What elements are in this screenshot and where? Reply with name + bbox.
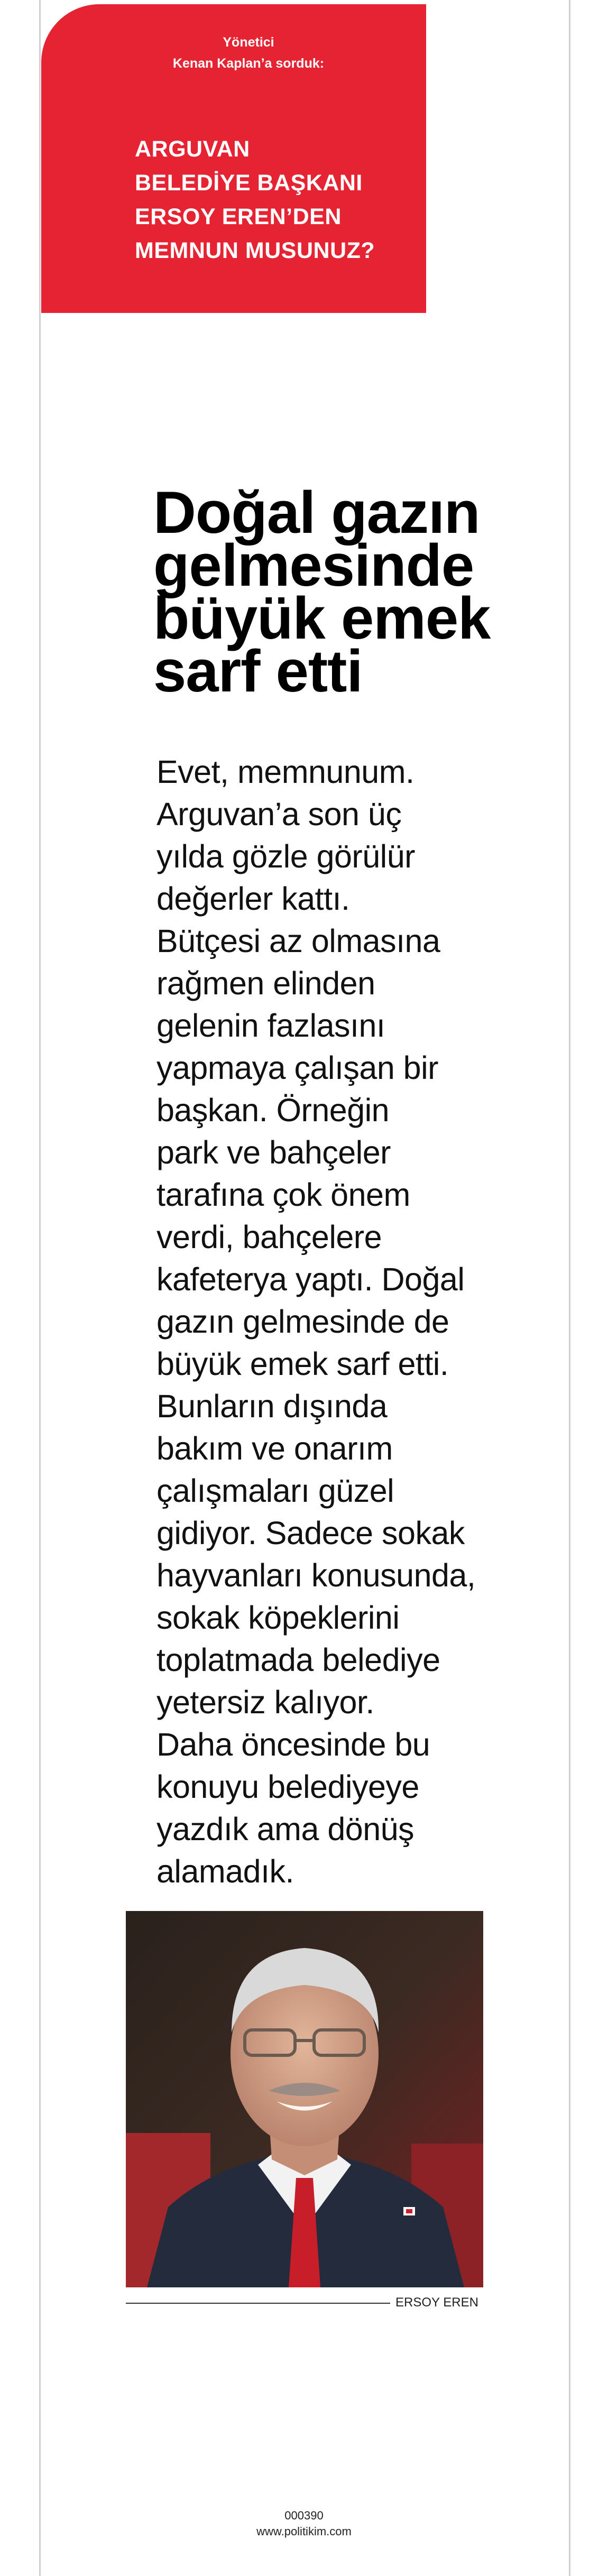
- question-line: ERSOY EREN’DEN: [135, 204, 342, 229]
- answer-line: park ve bahçeler: [156, 1134, 391, 1170]
- answer-line: yapmaya çalışan bir: [156, 1050, 438, 1086]
- headline-line: gelmesinde: [153, 532, 474, 598]
- answer-line: gidiyor. Sadece sokak: [156, 1515, 465, 1551]
- answer-text: [156, 751, 537, 1892]
- page-border-left: [39, 0, 41, 2576]
- answer-line: hayvanları konusunda,: [156, 1557, 476, 1593]
- answer-line: yazdık ama dönüş: [156, 1811, 414, 1847]
- question-title: [135, 132, 420, 267]
- answer-line: verdi, bahçelere: [156, 1219, 382, 1255]
- answer-line: büyük emek sarf etti.: [156, 1346, 449, 1382]
- photo-caption: ERSOY EREN: [395, 2295, 478, 2310]
- page-number: 000390: [284, 2509, 324, 2522]
- intro-line: Kenan Kaplan’a sorduk:: [172, 56, 325, 71]
- answer-line: bakım ve onarım: [156, 1430, 393, 1466]
- answer-line: Arguvan’a son üç: [156, 796, 402, 832]
- question-line: ARGUVAN: [135, 136, 250, 162]
- answer-line: Evet, memnunum.: [156, 754, 414, 790]
- headline-line: Doğal gazın: [153, 479, 480, 546]
- question-line: BELEDİYE BAŞKANI: [135, 170, 363, 196]
- answer-line: kafeterya yaptı. Doğal: [156, 1261, 465, 1297]
- website-link[interactable]: www.politikim.com: [256, 2525, 352, 2538]
- answer-line: Bütçesi az olmasına: [156, 923, 440, 959]
- headline-line: büyük emek: [153, 585, 491, 651]
- intro-line: Yönetici: [223, 35, 274, 50]
- portrait-photo: [126, 1911, 483, 2287]
- caption-rule: [126, 2303, 390, 2304]
- question-line: MEMNUN MUSUNUZ?: [135, 238, 375, 263]
- page-border-right: [569, 0, 570, 2576]
- answer-line: çalışmaları güzel: [156, 1473, 394, 1509]
- answer-line: yılda gözle görülür: [156, 838, 415, 874]
- answer-line: rağmen elinden: [156, 965, 375, 1001]
- answer-line: tarafına çok önem: [156, 1177, 410, 1213]
- answer-line: yetersiz kalıyor.: [156, 1684, 374, 1720]
- headline: [153, 479, 534, 704]
- answer-line: Daha öncesinde bu: [156, 1726, 430, 1762]
- intro-text: [148, 32, 349, 74]
- portrait-illustration: [126, 1911, 483, 2287]
- headline-line: sarf etti: [153, 638, 363, 704]
- answer-line: başkan. Örneğin: [156, 1092, 390, 1128]
- answer-line: gelenin fazlasını: [156, 1008, 385, 1044]
- answer-line: toplatmada belediye: [156, 1642, 440, 1678]
- answer-line: gazın gelmesinde de: [156, 1304, 449, 1340]
- answer-line: sokak köpeklerini: [156, 1600, 400, 1636]
- page-footer: [198, 2508, 410, 2540]
- answer-line: alamadık.: [156, 1853, 294, 1889]
- answer-line: konuyu belediyeye: [156, 1769, 419, 1805]
- answer-line: Bunların dışında: [156, 1388, 388, 1424]
- answer-line: değerler kattı.: [156, 881, 350, 917]
